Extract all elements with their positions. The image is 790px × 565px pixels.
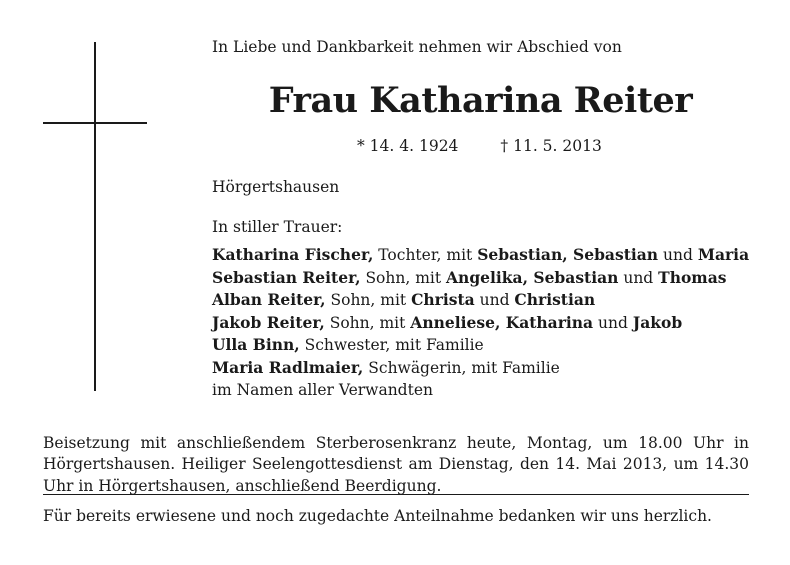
mourner-name: Ulla Binn,: [212, 335, 300, 354]
cross-icon-bar: [43, 122, 147, 124]
place-name: Hörgertshausen: [212, 178, 340, 196]
mourner-line: [212, 312, 757, 335]
mourner-relation: Sohn, mit: [325, 291, 412, 309]
mourner-name: Sebastian Reiter,: [212, 267, 361, 287]
mourner-line: [212, 244, 757, 267]
mourner-name: Christian: [514, 290, 596, 309]
mourner-relation: und: [474, 291, 515, 309]
mourner-relation: und: [618, 268, 659, 287]
mourner-relation: und: [658, 246, 698, 264]
mourning-heading: In stiller Trauer:: [212, 218, 343, 236]
mourner-relation: Sohn, mit: [324, 313, 411, 332]
mourner-relation: Tochter, mit: [373, 246, 478, 264]
mourner-name: Christa: [411, 290, 475, 309]
thanks-text: Für bereits erwiesene und noch zugedachte Anteilnahme bedanken wir uns herzlich.: [43, 507, 712, 525]
mourner-name: Alban Reiter,: [212, 290, 326, 309]
mourner-name: Jakob: [632, 312, 683, 332]
mourner-relation: Sohn, mit: [360, 268, 447, 287]
life-dates: [357, 137, 602, 155]
mourner-name: Maria: [697, 245, 750, 264]
cross-icon: [94, 42, 96, 391]
mourner-line: [212, 379, 757, 402]
mourner-relation: Schwägerin, mit Familie: [363, 358, 560, 377]
deceased-name: Frau Katharina Reiter: [268, 80, 693, 121]
birth-date: * 14. 4. 1924: [357, 137, 459, 155]
mourner-line: [212, 289, 757, 312]
mourner-line: [212, 357, 757, 380]
mourner-name: Katharina Fischer,: [212, 245, 374, 264]
funeral-details: Beisetzung mit anschließendem Sterberosenkranz heute, Montag, um 18.00 Uhr in Hörgertshausen. Heiliger Seelengottesdienst am Dienstag, den 14. Mai 2013, um 14.30 Uhr in Hörgertshausen, anschließend Beerdigung.: [43, 433, 749, 495]
mourner-name: Angelika, Sebastian: [446, 267, 619, 287]
mourner-list: [212, 244, 757, 402]
mourner-line: [212, 267, 757, 290]
divider: [43, 494, 749, 495]
mourner-name: Jakob Reiter,: [212, 312, 325, 332]
mourner-name: Thomas: [658, 267, 727, 287]
mourner-relation: Schwester, mit Familie: [299, 336, 484, 354]
mourner-name: Anneliese, Katharina: [410, 312, 594, 332]
death-date: † 11. 5. 2013: [500, 137, 602, 155]
mourner-name: Sebastian, Sebastian: [477, 245, 659, 264]
mourner-relation: im Namen aller Verwandten: [212, 381, 433, 399]
intro-text: In Liebe und Dankbarkeit nehmen wir Abschied von: [212, 38, 622, 56]
mourner-name: Maria Radlmaier,: [212, 357, 364, 377]
mourner-relation: und: [593, 313, 633, 332]
mourner-line: [212, 334, 757, 357]
